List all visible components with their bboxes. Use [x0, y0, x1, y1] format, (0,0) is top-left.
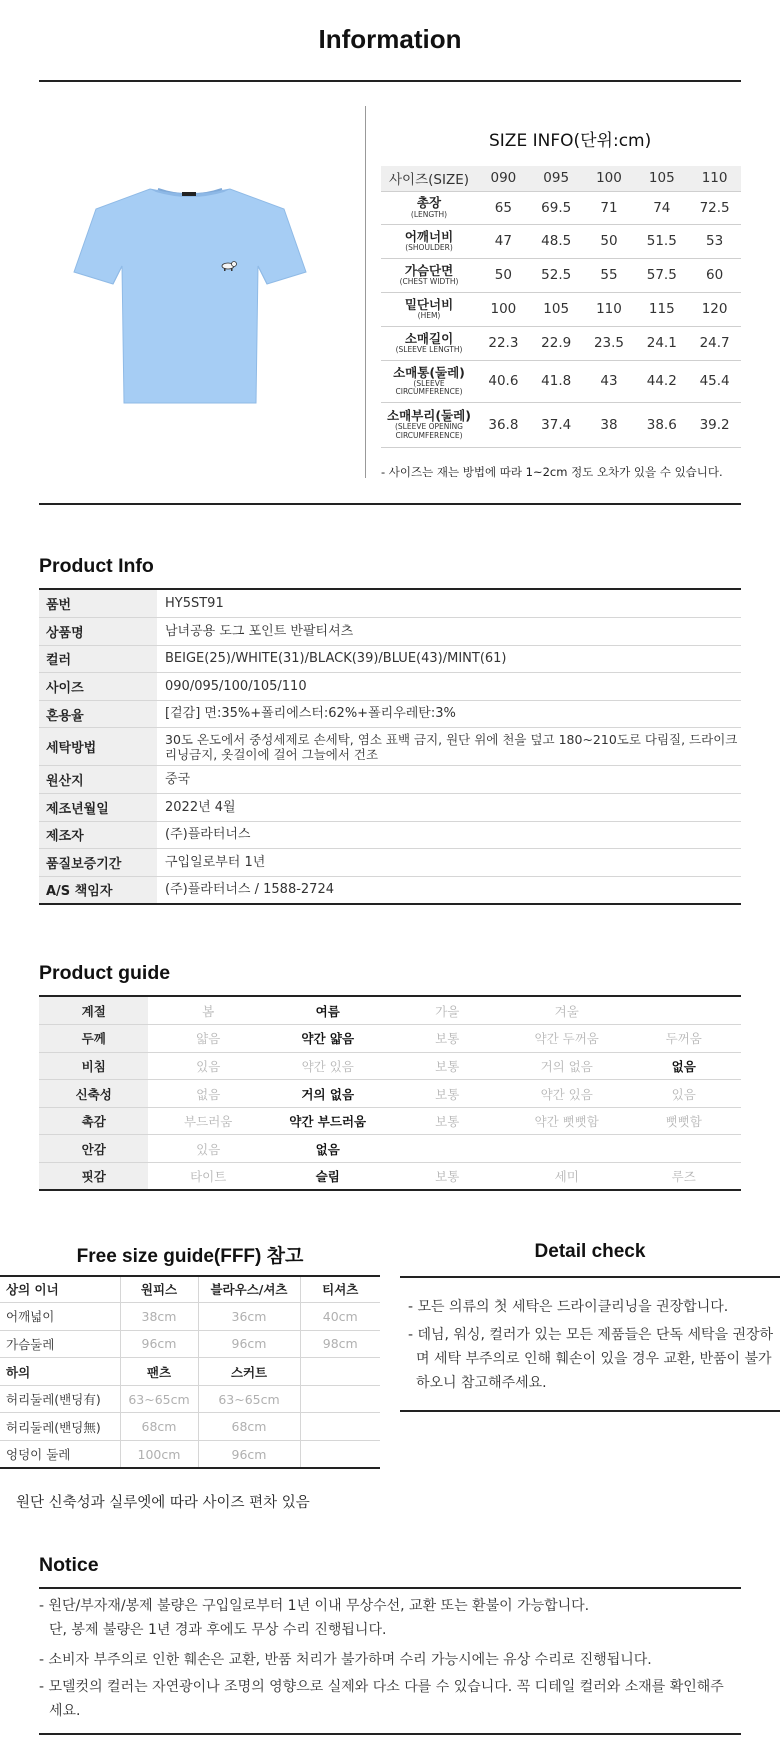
table-cell: 허리둘레(밴딩無): [0, 1413, 120, 1441]
table-cell: 63~65cm: [198, 1385, 300, 1413]
table-cell: 36.8: [477, 402, 530, 447]
table-cell: 51.5: [635, 224, 688, 258]
measure-name-en: (SLEEVE: [413, 378, 445, 388]
measure-label: [381, 360, 477, 402]
table-cell: 39.2: [688, 402, 741, 447]
notice-line: 단, 봉제 불량은 1년 경과 후에도 무상 수리 진행됩니다.: [49, 1622, 387, 1638]
info-label: 세탁방법: [39, 728, 157, 766]
detail-check-line: 하오니 참고해주세요.: [416, 1375, 547, 1391]
guide-label: 두께: [39, 1025, 148, 1053]
product-info-title: Product Info: [39, 555, 154, 577]
table-header-cell: 스커트: [198, 1358, 300, 1386]
info-value: 남녀공용 도그 포인트 반팔티셔츠: [157, 618, 741, 646]
table-cell: 120: [688, 292, 741, 326]
detail-check-line: - 데님, 워싱, 컬러가 있는 모든 제품들은 단독 세탁을 권장하: [408, 1327, 774, 1343]
table-row: [39, 1080, 741, 1108]
guide-label: 계절: [39, 997, 148, 1025]
guide-option: [626, 997, 741, 1025]
table-cell: 50: [583, 224, 636, 258]
guide-option: 얇음: [148, 1025, 268, 1053]
info-value: 2022년 4월: [157, 794, 741, 822]
size-header-cell: 095: [530, 166, 583, 191]
table-row: [381, 360, 741, 402]
measure-name: 가슴단면: [404, 262, 454, 278]
table-row: [381, 224, 741, 258]
table-row: [39, 728, 741, 766]
guide-label: 핏감: [39, 1163, 148, 1191]
detail-check-title: Detail check: [534, 1241, 646, 1262]
guide-option-selected: 약간 부드러움: [268, 1107, 388, 1135]
guide-option: 있음: [626, 1080, 741, 1108]
guide-label: 신축성: [39, 1080, 148, 1108]
measure-name-en: (SLEEVE OPENING: [394, 422, 463, 432]
notice-item: [39, 1675, 724, 1723]
guide-label: 촉감: [39, 1107, 148, 1135]
size-info-title: SIZE INFO(단위:cm): [489, 131, 652, 151]
table-cell: 110: [583, 292, 636, 326]
table-cell: 40.6: [477, 360, 530, 402]
table-row: [0, 1303, 380, 1331]
table-cell: 43: [583, 360, 636, 402]
detail-check-line: 며 세탁 부주의로 인해 훼손이 있을 경우 교환, 반품이 불가: [416, 1351, 772, 1367]
info-value: [겉감] 면:35%+폴리에스터:62%+폴리우레탄:3%: [157, 700, 741, 728]
table-row: [39, 1052, 741, 1080]
table-cell: 69.5: [530, 191, 583, 224]
size-header-cell: 105: [635, 166, 688, 191]
guide-option: 약간 있음: [268, 1052, 388, 1080]
table-cell: 어깨넓이: [0, 1303, 120, 1331]
measure-name-en: (CHEST WIDTH): [399, 277, 459, 287]
table-cell: 38.6: [635, 402, 688, 447]
notice-line: - 모델컷의 컬러는 자연광이나 조명의 영향으로 실제와 다소 다를 수 있습니다. 꼭 디테일 컬러와 소재를 확인해주: [39, 1679, 724, 1695]
table-row: [39, 821, 741, 849]
table-cell: 72.5: [688, 191, 741, 224]
measure-name-en: (HEM): [417, 311, 441, 321]
free-size-note: 원단 신축성과 실루엣에 따라 사이즈 편차 있음: [16, 1495, 310, 1511]
notice-line: 세요.: [49, 1703, 81, 1719]
measure-label: [381, 326, 477, 360]
table-cell: 55: [583, 258, 636, 292]
detail-check-item: [400, 1295, 776, 1319]
size-table: [381, 166, 741, 448]
guide-option: 겨울: [507, 997, 627, 1025]
table-header-row: [0, 1275, 380, 1303]
table-row: [0, 1441, 380, 1469]
table-row: [381, 191, 741, 224]
guide-option: 보통: [387, 1025, 507, 1053]
divider: [0, 1275, 380, 1277]
guide-option-selected: 슬림: [268, 1163, 388, 1191]
free-size-guide-table: [0, 1275, 380, 1469]
measure-name-en: CIRCUMFERENCE): [395, 387, 463, 397]
table-row: [39, 645, 741, 673]
guide-option: 있음: [148, 1052, 268, 1080]
table-cell: 23.5: [583, 326, 636, 360]
guide-option: 없음: [148, 1080, 268, 1108]
table-cell: 100cm: [120, 1441, 198, 1469]
free-size-guide-title: Free size guide(FFF) 참고: [76, 1246, 304, 1267]
divider: [39, 80, 741, 82]
measure-name: 어깨너비: [404, 228, 454, 244]
table-row: [39, 766, 741, 794]
table-cell: 74: [635, 191, 688, 224]
measure-name: 소매길이: [404, 330, 454, 346]
guide-option: [387, 1135, 507, 1163]
size-header-cell: 100: [583, 166, 636, 191]
table-cell: 44.2: [635, 360, 688, 402]
info-value: [157, 728, 741, 766]
table-row: [39, 997, 741, 1025]
info-label: 컬러: [39, 645, 157, 673]
info-value-line: 30도 온도에서 중성세제로 손세탁, 염소 표백 금지, 원단 위에 천을 덮고 180~210도로 다림질, 드라이크: [165, 731, 738, 747]
table-header-cell: 원피스: [120, 1275, 198, 1303]
guide-option: [626, 1135, 741, 1163]
guide-option: 세미: [507, 1163, 627, 1191]
table-cell: 엉덩이 둘레: [0, 1441, 120, 1469]
guide-option: 보통: [387, 1107, 507, 1135]
table-cell: 57.5: [635, 258, 688, 292]
measure-name-en: (SHOULDER): [405, 243, 453, 253]
table-cell: 가슴둘레: [0, 1330, 120, 1358]
table-row: [39, 590, 741, 618]
measure-label: [381, 258, 477, 292]
table-cell: 68cm: [120, 1413, 198, 1441]
guide-option: 보통: [387, 1052, 507, 1080]
measure-name-en: (SLEEVE LENGTH): [395, 345, 463, 355]
info-value: (주)플라터너스: [157, 821, 741, 849]
table-row: [381, 258, 741, 292]
info-label: 혼용율: [39, 700, 157, 728]
table-header-cell: 블라우스/셔츠: [198, 1275, 300, 1303]
table-row: [0, 1385, 380, 1413]
table-cell: 24.7: [688, 326, 741, 360]
divider: [39, 1587, 741, 1589]
measure-name-en: (LENGTH): [410, 209, 448, 219]
measure-name: 밑단너비: [404, 296, 454, 312]
measure-label: [381, 292, 477, 326]
guide-option-selected: 여름: [268, 997, 388, 1025]
guide-option: 루즈: [626, 1163, 741, 1191]
guide-option-selected: 거의 없음: [268, 1080, 388, 1108]
guide-option: 약간 두꺼움: [507, 1025, 627, 1053]
table-cell: 105: [530, 292, 583, 326]
guide-label: 안감: [39, 1135, 148, 1163]
guide-option: 뻣뻣함: [626, 1107, 741, 1135]
divider: [39, 1733, 741, 1735]
table-cell: [300, 1413, 380, 1441]
measure-label: [381, 402, 477, 447]
table-cell: 63~65cm: [120, 1385, 198, 1413]
table-cell: 71: [583, 191, 636, 224]
product-guide-title: Product guide: [39, 962, 171, 984]
table-cell: 36cm: [198, 1303, 300, 1331]
info-value: 중국: [157, 766, 741, 794]
vertical-divider: [365, 106, 366, 478]
table-row: [39, 794, 741, 822]
guide-option: 두꺼움: [626, 1025, 741, 1053]
table-cell: 96cm: [198, 1441, 300, 1469]
guide-option: 거의 없음: [507, 1052, 627, 1080]
table-cell: 22.3: [477, 326, 530, 360]
table-header-cell: 티셔츠: [300, 1275, 380, 1303]
info-value: 090/095/100/105/110: [157, 673, 741, 701]
guide-option: 보통: [387, 1080, 507, 1108]
guide-option: 약간 있음: [507, 1080, 627, 1108]
divider: [39, 503, 741, 505]
measure-name: 소매부리(둘레): [387, 408, 471, 424]
info-value: (주)플라터너스 / 1588-2724: [157, 876, 741, 904]
table-cell: 38cm: [120, 1303, 198, 1331]
info-value: 구입일로부터 1년: [157, 849, 741, 877]
guide-label: 비침: [39, 1052, 148, 1080]
table-cell: 68cm: [198, 1413, 300, 1441]
info-label: 품질보증기간: [39, 849, 157, 877]
table-cell: 100: [477, 292, 530, 326]
product-info-table: [39, 590, 741, 905]
table-row: [39, 1163, 741, 1191]
notice-line: - 원단/부자재/봉제 불량은 구입일로부터 1년 이내 무상수선, 교환 또는 환불이 가능합니다.: [39, 1598, 590, 1614]
table-cell: [300, 1441, 380, 1469]
table-cell: 38: [583, 402, 636, 447]
guide-option: 있음: [148, 1135, 268, 1163]
table-cell: 60: [688, 258, 741, 292]
notice-item: [39, 1594, 589, 1642]
table-cell: 22.9: [530, 326, 583, 360]
guide-option: 타이트: [148, 1163, 268, 1191]
table-cell: [300, 1385, 380, 1413]
table-cell: 24.1: [635, 326, 688, 360]
info-label: 품번: [39, 590, 157, 618]
table-cell: 허리둘레(밴딩有): [0, 1385, 120, 1413]
table-row: [381, 402, 741, 447]
guide-option-selected: 없음: [626, 1052, 741, 1080]
table-header-cell: 하의: [0, 1358, 120, 1386]
info-label: 사이즈: [39, 673, 157, 701]
table-cell: 53: [688, 224, 741, 258]
table-header-cell: 팬츠: [120, 1358, 198, 1386]
info-value: BEIGE(25)/WHITE(31)/BLACK(39)/BLUE(43)/MINT(61): [157, 645, 741, 673]
info-value-line: 리닝금지, 옷걸이에 걸어 그늘에서 건조: [165, 746, 379, 762]
table-cell: 47: [477, 224, 530, 258]
guide-option: 가을: [387, 997, 507, 1025]
info-label: A/S 책임자: [39, 876, 157, 904]
detail-check-item: [400, 1323, 776, 1395]
size-header-cell: 090: [477, 166, 530, 191]
table-header-cell: [300, 1358, 380, 1386]
info-label: 제조년월일: [39, 794, 157, 822]
table-header-row: [381, 166, 741, 191]
table-row: [39, 618, 741, 646]
table-cell: 115: [635, 292, 688, 326]
guide-option-selected: 약간 얇음: [268, 1025, 388, 1053]
measure-name: 총장: [416, 195, 442, 211]
info-label: 원산지: [39, 766, 157, 794]
size-header-cell: 110: [688, 166, 741, 191]
table-row: [39, 876, 741, 904]
table-row: [381, 292, 741, 326]
table-cell: 41.8: [530, 360, 583, 402]
table-header-cell: 상의 이너: [0, 1275, 120, 1303]
table-cell: 98cm: [300, 1330, 380, 1358]
product-guide-table: [39, 997, 741, 1191]
table-row: [39, 1025, 741, 1053]
measure-name-en: CIRCUMFERENCE): [395, 430, 463, 440]
guide-option-selected: 없음: [268, 1135, 388, 1163]
table-cell: 96cm: [198, 1330, 300, 1358]
guide-option: 봄: [148, 997, 268, 1025]
info-label: 상품명: [39, 618, 157, 646]
tshirt-image: [72, 184, 308, 406]
table-row: [39, 1135, 741, 1163]
table-cell: 65: [477, 191, 530, 224]
table-row: [0, 1330, 380, 1358]
table-row: [39, 700, 741, 728]
size-header-label: 사이즈(SIZE): [381, 166, 477, 191]
page-title: Information: [318, 24, 462, 54]
table-cell: 96cm: [120, 1330, 198, 1358]
guide-option: 보통: [387, 1163, 507, 1191]
table-cell: 37.4: [530, 402, 583, 447]
table-cell: 50: [477, 258, 530, 292]
guide-option: 부드러움: [148, 1107, 268, 1135]
table-row: [0, 1413, 380, 1441]
detail-check-line: - 모든 의류의 첫 세탁은 드라이클리닝을 권장합니다.: [408, 1299, 729, 1315]
table-cell: 48.5: [530, 224, 583, 258]
measure-label: [381, 224, 477, 258]
info-label: 제조자: [39, 821, 157, 849]
table-cell: 52.5: [530, 258, 583, 292]
measure-label: [381, 191, 477, 224]
size-note: - 사이즈는 재는 방법에 따라 1~2cm 정도 오차가 있을 수 있습니다.: [381, 465, 723, 479]
table-cell: 45.4: [688, 360, 741, 402]
notice-title: Notice: [39, 1554, 99, 1576]
table-header-row: [0, 1358, 380, 1386]
table-cell: 40cm: [300, 1303, 380, 1331]
table-row: [39, 673, 741, 701]
table-row: [39, 849, 741, 877]
notice-line: - 소비자 부주의로 인한 훼손은 교환, 반품 처리가 불가하며 수리 가능시에는 유상 수리로 진행됩니다.: [39, 1652, 652, 1668]
table-row: [381, 326, 741, 360]
guide-option: [507, 1135, 627, 1163]
table-row: [39, 1107, 741, 1135]
notice-item: [39, 1648, 652, 1672]
guide-option: 약간 뻣뻣함: [507, 1107, 627, 1135]
info-value: HY5ST91: [157, 590, 741, 618]
measure-name: 소매통(둘레): [393, 364, 465, 380]
